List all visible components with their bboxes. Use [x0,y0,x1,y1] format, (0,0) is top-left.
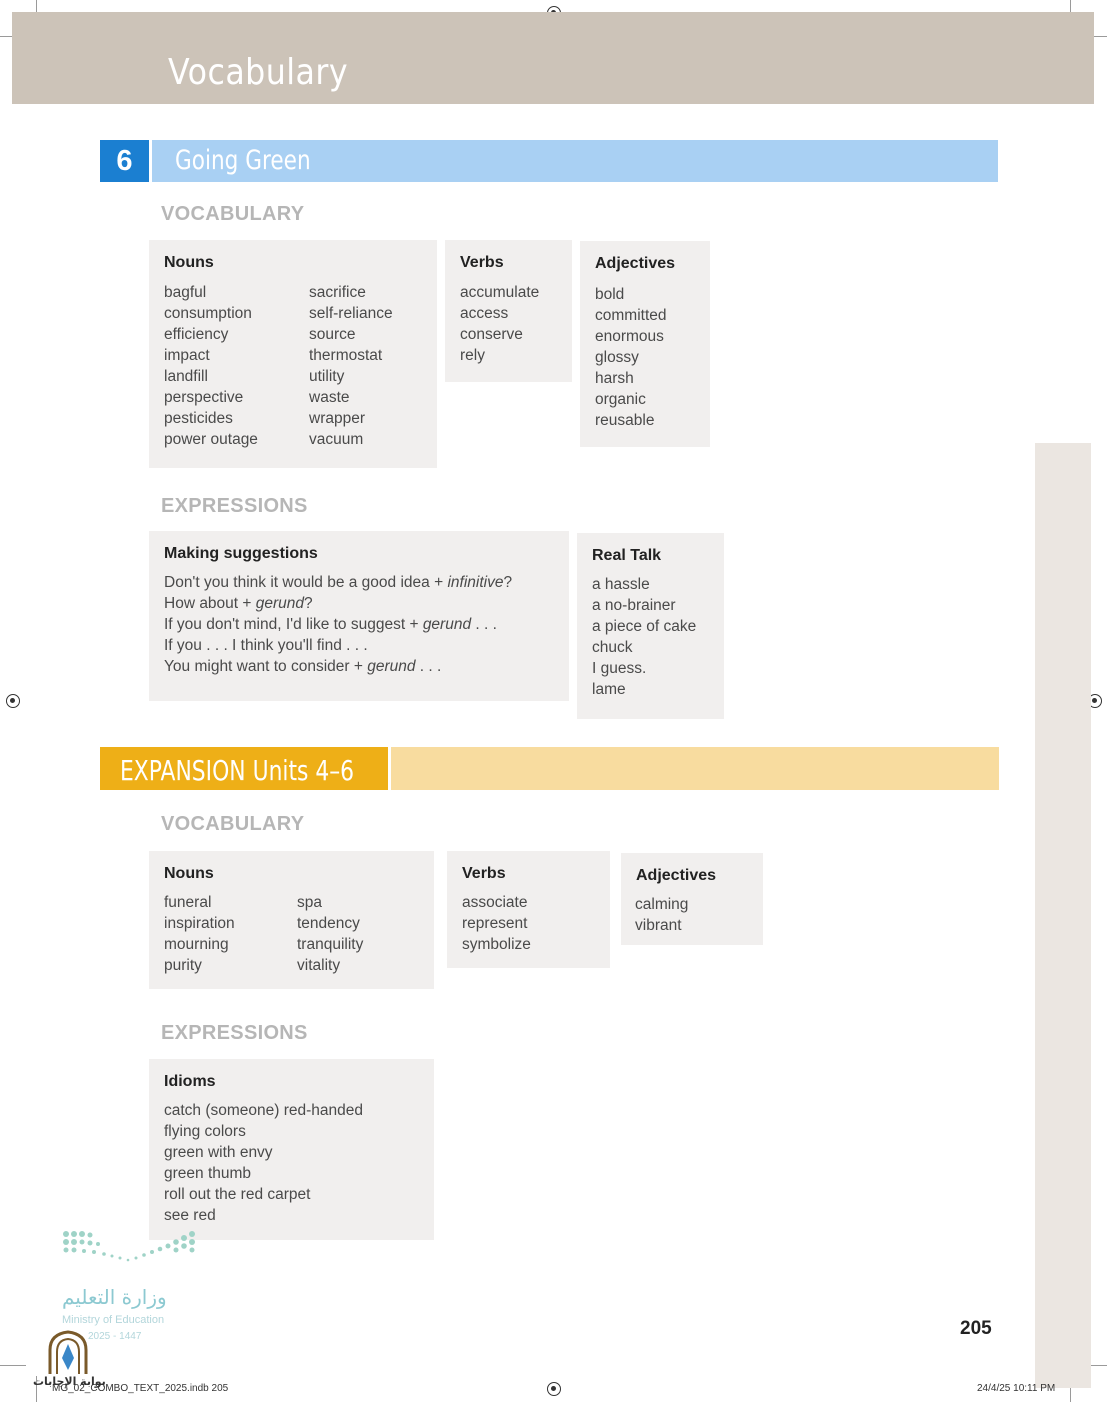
list-item: tranquility [297,936,364,953]
list-item: self-reliance [309,305,393,322]
list-item: thermostat [309,347,383,364]
list-item: If you don't mind, I'd like to suggest + gerund . . . [164,616,497,633]
list-item: waste [309,389,350,406]
unit-title: Going Green [175,145,311,176]
list-item: enormous [595,328,664,345]
list-item: access [460,305,509,322]
list-item: see red [164,1207,216,1224]
list-item: consumption [164,305,252,322]
list-item: a hassle [592,576,650,593]
suggestions-box [149,531,569,701]
section-label-vocabulary: VOCABULARY [161,813,305,835]
box-title: Adjectives [636,867,717,884]
registration-mark-icon [6,694,20,708]
gate-logo-icon [46,1328,90,1376]
list-item: lame [592,681,626,698]
list-item: flying colors [164,1123,246,1140]
list-item: If you . . . I think you'll find . . . [164,637,368,654]
list-item: a no-brainer [592,597,676,614]
list-item: impact [164,347,210,364]
page-title: Vocabulary [168,52,349,93]
box-title: Verbs [462,865,506,882]
box-title: Real Talk [592,547,662,564]
box-title: Nouns [164,254,214,271]
adjectives-box [621,853,763,945]
list-item: landfill [164,368,208,385]
list-item: purity [164,957,202,974]
list-item: inspiration [164,915,235,932]
nouns-box [149,851,434,989]
list-item: green with envy [164,1144,273,1161]
list-item: perspective [164,389,244,406]
list-item: source [309,326,356,343]
list-item: sacrifice [309,284,366,301]
idioms-box [149,1059,434,1240]
ministry-arabic-name: وزارة التعليم [62,1285,167,1309]
list-item: bagful [164,284,207,301]
list-item: reusable [595,412,655,429]
list-item: green thumb [164,1165,252,1182]
list-item: Don't you think it would be a good idea + infinitive? [164,574,513,591]
nouns-column [309,282,393,450]
file-name: MG_02_COMBO_TEXT_2025.indb 205 [52,1383,229,1394]
section-label-expressions: EXPRESSIONS [161,1022,308,1044]
page-number: 205 [960,1318,992,1339]
ministry-english-name: Ministry of Education [62,1314,165,1326]
box-title: Making suggestions [164,545,318,562]
nouns-box [149,240,437,468]
list-item: pesticides [164,410,233,427]
list-item: wrapper [309,410,365,427]
list-item: rely [460,347,485,364]
list-item: spa [297,894,322,911]
idioms-list [164,1100,363,1226]
adjectives-box [580,241,710,447]
list-item: committed [595,307,667,324]
real-talk-list [592,574,696,700]
list-item: bold [595,286,625,303]
list-item: power outage [164,431,258,448]
list-item: symbolize [462,936,531,953]
list-item: organic [595,391,646,408]
expansion-bar [391,747,999,790]
list-item: tendency [297,915,360,932]
list-item: a piece of cake [592,618,697,635]
unit-number: 6 [100,140,149,182]
nouns-column [164,282,258,450]
list-item: How about + gerund? [164,595,313,612]
list-item: roll out the red carpet [164,1186,311,1203]
list-item: associate [462,894,528,911]
ministry-dots-logo-icon [60,1228,200,1276]
list-item: chuck [592,639,633,656]
verbs-list [462,892,531,955]
box-title: Adjectives [595,255,676,272]
adjectives-list [595,284,667,431]
side-band [1035,443,1091,1388]
list-item: glossy [595,349,639,366]
box-title: Idioms [164,1073,216,1090]
date-time: 24/4/25 10:11 PM [977,1383,1056,1394]
list-item: catch (someone) red-handed [164,1102,364,1119]
list-item: You might want to consider + gerund . . . [164,658,442,675]
expansion-title: EXPANSION Units 4–6 [120,754,355,787]
list-item: vacuum [309,431,364,448]
list-item: calming [635,896,689,913]
verbs-list [460,282,539,366]
list-item: represent [462,915,528,932]
list-item: vibrant [635,917,682,934]
nouns-column [164,892,235,976]
verbs-box [445,240,572,382]
list-item: conserve [460,326,523,343]
crop-mark [0,1365,26,1366]
suggestions-list [164,572,512,677]
ministry-year: 2025 - 1447 [88,1331,142,1342]
list-item: efficiency [164,326,229,343]
registration-mark-icon [547,1382,561,1396]
list-item: utility [309,368,345,385]
section-label-expressions: EXPRESSIONS [161,495,308,517]
nouns-column [297,892,363,976]
list-item: funeral [164,894,212,911]
verbs-box [447,851,610,968]
list-item: accumulate [460,284,540,301]
box-title: Nouns [164,865,214,882]
real-talk-box [577,533,724,719]
list-item: I guess. [592,660,647,677]
box-title: Verbs [460,254,504,271]
section-label-vocabulary: VOCABULARY [161,203,305,225]
gate-text: بوابة الإجابات [33,1375,106,1388]
adjectives-list [635,894,688,936]
list-item: vitality [297,957,341,974]
list-item: mourning [164,936,229,953]
list-item: harsh [595,370,634,387]
